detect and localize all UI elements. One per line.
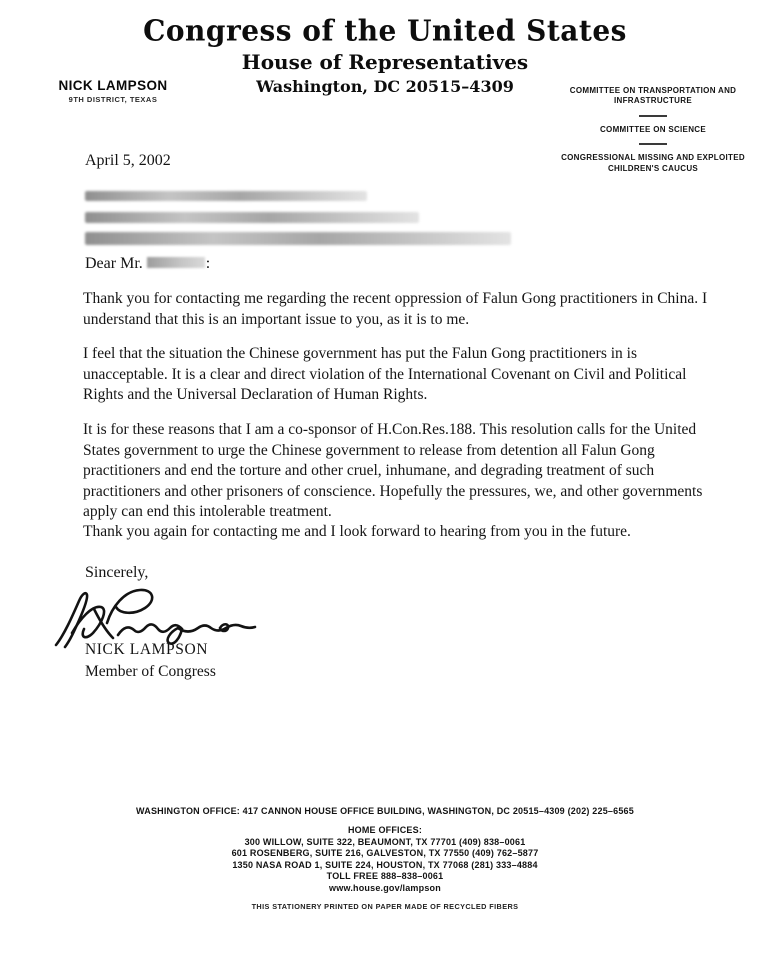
washington-office-line: WASHINGTON OFFICE: 417 CANNON HOUSE OFFICE BUILDING, WASHINGTON, DC 20515–4309 (202) 225–6565 [136,806,634,816]
signer-title: Member of Congress [85,663,216,680]
home-office-line: 1350 NASA ROAD 1, SUITE 224, HOUSTON, TX 77068 (281) 333–4884 [232,859,538,870]
paragraph: It is for these reasons that I am a co-sponsor of H.Con.Res.188. This resolution calls for the United States government to urge the Chinese government to release from detention all Falun Gong practitioners and end the torture and other cruel, inhumane, and degrading treatment of such practitioners and other prisoners of conscience. Hopefully the pressures, we, and other governments apply can end this intolerable treatment. [83,421,703,521]
paragraph: Thank you for contacting me regarding the recent oppression of Falun Gong practitioners in China. I understand that this is an important issue to you, as it is to me. [83,290,708,328]
footer-offices [0,806,770,911]
paragraph-final: Thank you again for contacting me and I look forward to hearing from you in the future. [83,523,631,540]
committee-item: CONGRESSIONAL MISSING AND EXPLOITED CHILDREN'S CAUCUS [561,153,745,173]
paragraph: I feel that the situation the Chinese government has put the Falun Gong practitioners in is unacceptable. It is a clear and direct violation of the International Covenant on Civil and Political Rights and the Universal Declaration of Human Rights. [83,345,687,404]
redacted-recipient-name [147,257,205,268]
letterhead-title: Congress of the United States [143,13,627,48]
closing: Sincerely, [85,564,149,581]
home-office-line: 300 WILLOW, SUITE 322, BEAUMONT, TX 77701 (409) 838–0061 [244,836,526,847]
member-block [28,78,198,104]
redacted-address-line [85,232,511,245]
committee-divider [639,143,667,145]
member-name: NICK LAMPSON [58,78,168,93]
home-offices-label: HOME OFFICES: [347,825,423,835]
committee-item: COMMITTEE ON TRANSPORTATION AND INFRASTRUCTURE [569,86,737,106]
toll-free-line: TOLL FREE 888–838–0061 [326,871,444,881]
salutation-suffix: : [205,255,211,272]
letterhead-address: Washington, DC 20515–4309 [256,77,514,96]
website-line: www.house.gov/lampson [329,882,441,893]
recycled-paper-note: THIS STATIONERY PRINTED ON PAPER MADE OF RECYCLED FIBERS [251,902,519,911]
redacted-address-line [85,212,419,223]
signer-name: NICK LAMPSON [85,641,209,658]
home-office-line: 601 ROSENBERG, SUITE 216, GALVESTON, TX 77550 (409) 762–5877 [231,848,539,858]
letter-body [83,289,715,537]
committee-item: COMMITTEE ON SCIENCE [599,124,706,134]
salutation [85,255,210,273]
committees-block [558,86,748,174]
letterhead-subtitle: House of Representatives [241,50,529,74]
member-district: 9TH DISTRICT, TEXAS [68,95,158,104]
salutation-prefix: Dear Mr. [85,255,143,272]
letter-date: April 5, 2002 [85,152,171,169]
committee-divider [639,115,667,117]
redacted-address-line [85,191,367,201]
